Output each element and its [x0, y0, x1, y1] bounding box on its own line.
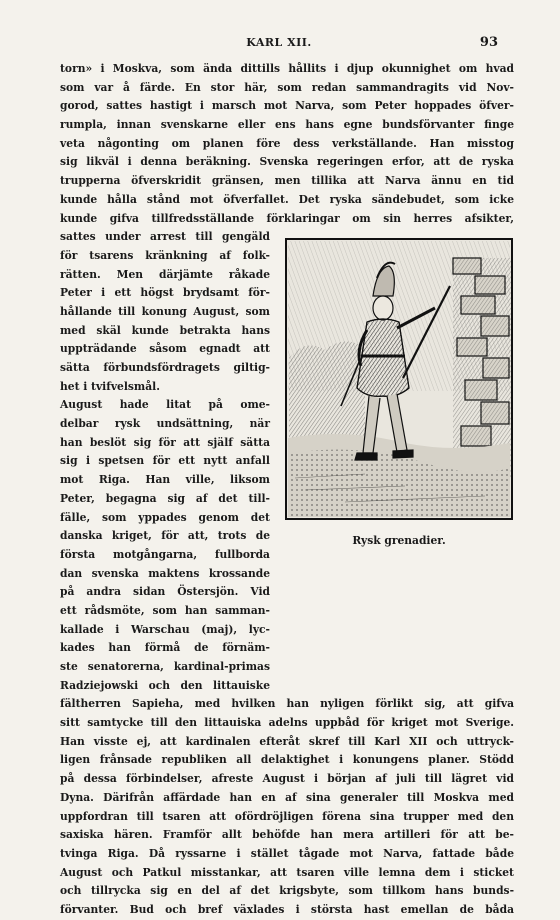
text-line: kunde gifva tillfredsställande förklaringar om sin herres afsikter,: [60, 211, 514, 225]
text-line: tvinga Riga. Då ryssarne i stället tågade mot Narva, fattade både: [60, 846, 514, 860]
text-line: sattes under arrest till gengäld: [60, 230, 270, 244]
text-line: sitt samtycke till den littauiska adelns uppbåd för kriget mot Sverige.: [60, 716, 514, 730]
text-line: rätten. Men därjämte råkade: [60, 267, 270, 281]
text-line: han beslöt sig för att själf sätta: [60, 435, 270, 449]
text-line: för tsarens kränkning af folk-: [60, 248, 270, 262]
text-line: Peter, begagna sig af det till-: [60, 491, 270, 505]
text-line: på dessa förbindelser, afreste August i början af juli till lägret vid: [60, 772, 514, 786]
text-line: uppträdande såsom egnadt att: [60, 342, 270, 356]
paragraph-bottom: [60, 695, 514, 919]
text-line: sätta förbundsfördragets giltig-: [60, 361, 270, 374]
text-line: på andra sidan Östersjön. Vid: [60, 585, 270, 599]
text-line: veta någonting om planen före dess verkställande. Han misstog: [60, 136, 514, 150]
text-line: första motgångarna, fullborda: [60, 547, 270, 561]
text-line: August och Patkul misstankar, att tsaren ville lemna dem i sticket: [60, 865, 514, 879]
text-line: ste senatorerna, kardinal-primas: [60, 660, 270, 673]
text-line: Peter i ett högst brydsamt för-: [60, 286, 270, 300]
text-line: saxiska hären. Framför allt behöfde han mera artilleri för att be-: [60, 828, 514, 842]
text-line: delbar rysk undsättning, när: [60, 417, 270, 431]
text-line: fälle, som yppades genom det: [60, 510, 270, 524]
text-line: ett rådsmöte, som han samman-: [60, 603, 270, 617]
grenadier-engraving-icon: [285, 238, 513, 520]
text-line: sig i spetsen för ett nytt anfall: [60, 454, 270, 468]
text-line: som var å färde. En stor här, som redan sammandragits vid Nov-: [60, 80, 514, 94]
running-title: KARL XII.: [246, 36, 312, 49]
text-line: torn» i Moskva, som ända dittills hållits i djup okunnighet om hvad: [60, 62, 514, 75]
text-line: kunde hålla stånd mot öfverfallet. Det ryska sändebudet, som icke: [60, 192, 514, 206]
figure-grenadier: [285, 238, 513, 547]
text-line: Radziejowski och den littauiske: [60, 678, 270, 692]
text-line: uppfordran till tsaren att ofördröjligen förena sina trupper med den: [60, 809, 514, 823]
text-line: Han visste ej, att kardinalen efteråt skref till Karl XII och uttryck-: [60, 734, 514, 748]
text-line: mot Riga. Han ville, liksom: [60, 473, 270, 487]
text-line: dan svenska maktens krossande: [60, 566, 270, 580]
page-number: 93: [479, 35, 498, 50]
paragraph-top: [60, 60, 514, 228]
running-head: [60, 36, 498, 52]
text-line: het i tvifvelsmål.: [60, 379, 160, 393]
text-line: och tillrycka sig en del af det krigsbyte, som tillkom hans bunds-: [60, 884, 514, 898]
text-line: rumpla, innan svenskarne eller ens hans egne bundsförvanter finge: [60, 118, 514, 132]
text-line: fältherren Sapieha, med hvilken han nyligen förlikt sig, att gifva: [60, 697, 514, 711]
text-line: August hade litat på ome-: [60, 398, 270, 412]
text-line: kades han förmå de förnäm-: [60, 641, 270, 655]
figure-caption: Rysk grenadier.: [352, 534, 446, 547]
text-line: ligen frånsade republiken all delaktighet i konungens planer. Stödd: [60, 753, 514, 767]
text-line: med skäl kunde betrakta hans: [60, 323, 270, 337]
text-line: hållande till konung August, som: [60, 304, 270, 318]
text-line: sig likväl i denna beräkning. Svenska regeringen erfor, att de ryska: [60, 155, 514, 169]
text-line: gorod, sattes hastigt i marsch mot Narva, som Peter hoppades öfver-: [60, 99, 514, 113]
text-line: kallade i Warschau (maj), lyc-: [60, 622, 270, 636]
text-line: danska kriget, för att, trots de: [60, 529, 270, 543]
text-line: trupperna öfverskridit gränsen, men tillika att Narva ännu en tid: [60, 174, 514, 188]
text-line: förvanter. Bud och bref växlades i största hast emellan de båda: [60, 902, 514, 916]
text-line: Dyna. Därifrån affärdade han en af sina generaler till Moskva med: [60, 790, 514, 804]
